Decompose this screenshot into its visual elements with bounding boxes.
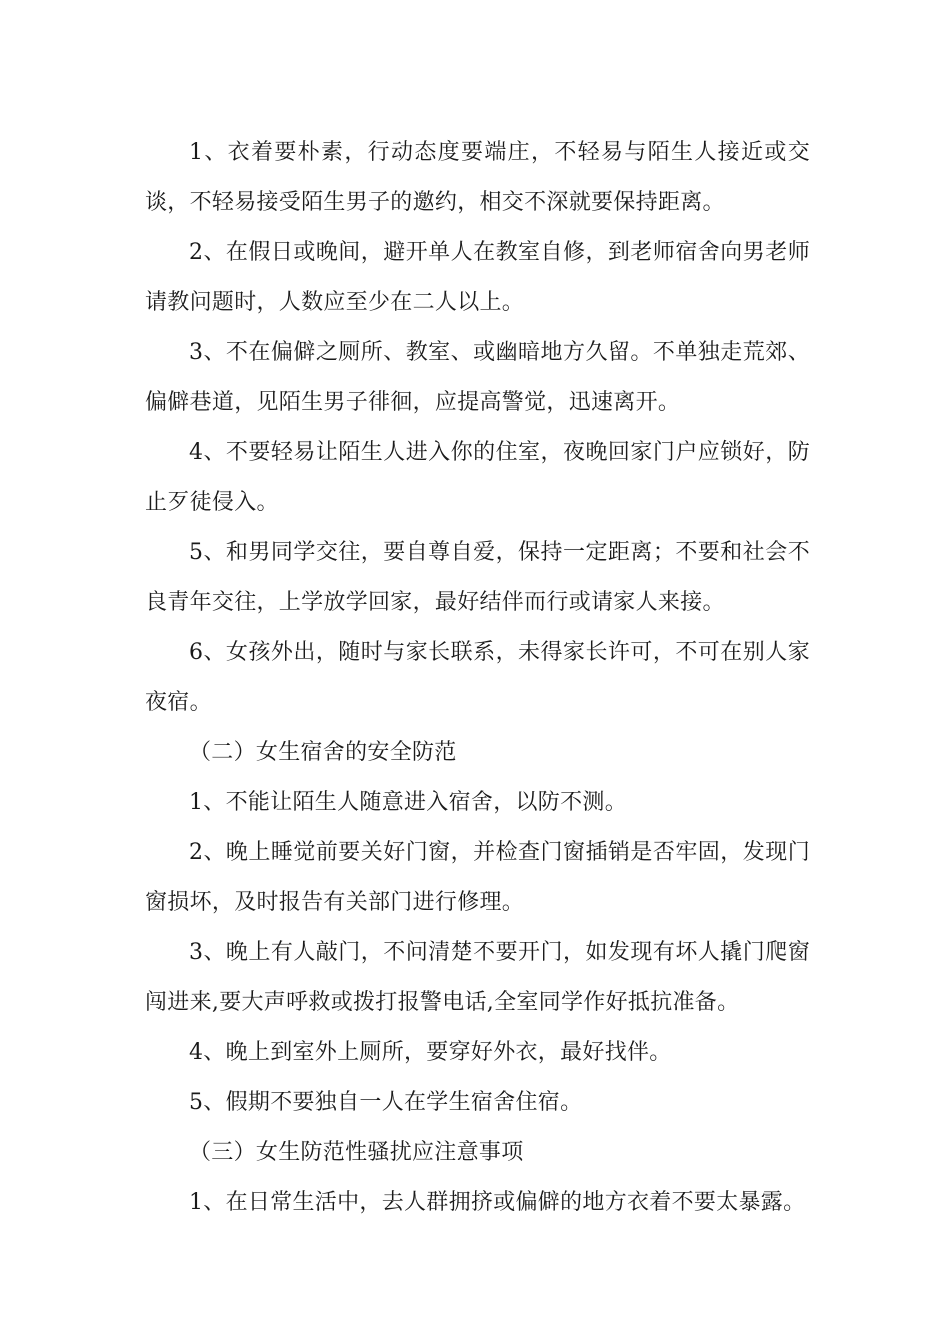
paragraph-toilet-at-night: 4、晚上到室外上厕所，要穿好外衣，最好找伴。 [189,1040,672,1065]
paragraph-knocking-at-night: 3、晚上有人敲门，不问清楚不要开门，如发现有坏人撬门爬窗闯进来,要大声呼救或拨打报警电话,全室同学作好抵抗准备。 [145,940,810,1015]
section-heading-harassment-prevention: （三）女生防范性骚扰应注意事项 [189,1140,524,1165]
paragraph-dress-modestly: 1、衣着要朴素，行动态度要端庄，不轻易与陌生人接近或交谈，不轻易接受陌生男子的邀约，相交不深就要保持距离。 [145,140,810,215]
paragraph-no-strangers-in-dorm: 1、不能让陌生人随意进入宿舍，以防不测。 [189,790,627,815]
paragraph-avoid-studying-alone: 2、在假日或晚间，避开单人在教室自修，到老师宿舍向男老师请教问题时，人数应至少在二人以上。 [145,240,810,315]
section-heading-dormitory-safety: （二）女生宿舍的安全防范 [189,740,457,765]
document-body [145,128,810,1228]
paragraph-lock-doors: 4、不要轻易让陌生人进入你的住室，夜晚回家门户应锁好，防止歹徒侵入。 [145,440,810,515]
paragraph-holiday-dorm: 5、假期不要独自一人在学生宿舍住宿。 [189,1090,583,1115]
paragraph-crowded-places: 1、在日常生活中，去人群拥挤或偏僻的地方衣着不要太暴露。 [189,1190,806,1215]
paragraph-close-windows: 2、晚上睡觉前要关好门窗，并检查门窗插销是否牢固，发现门窗损坏，及时报告有关部门进行修理。 [145,840,810,915]
paragraph-avoid-secluded-places: 3、不在偏僻之厕所、教室、或幽暗地方久留。不单独走荒郊、偏僻巷道，见陌生男子徘徊，应提高警觉，迅速离开。 [145,340,810,415]
paragraph-keep-distance: 5、和男同学交往，要自尊自爱，保持一定距离；不要和社会不良青年交往，上学放学回家，最好结伴而行或请家人来接。 [145,540,810,615]
paragraph-contact-parents: 6、女孩外出，随时与家长联系，未得家长许可，不可在别人家夜宿。 [145,640,810,715]
